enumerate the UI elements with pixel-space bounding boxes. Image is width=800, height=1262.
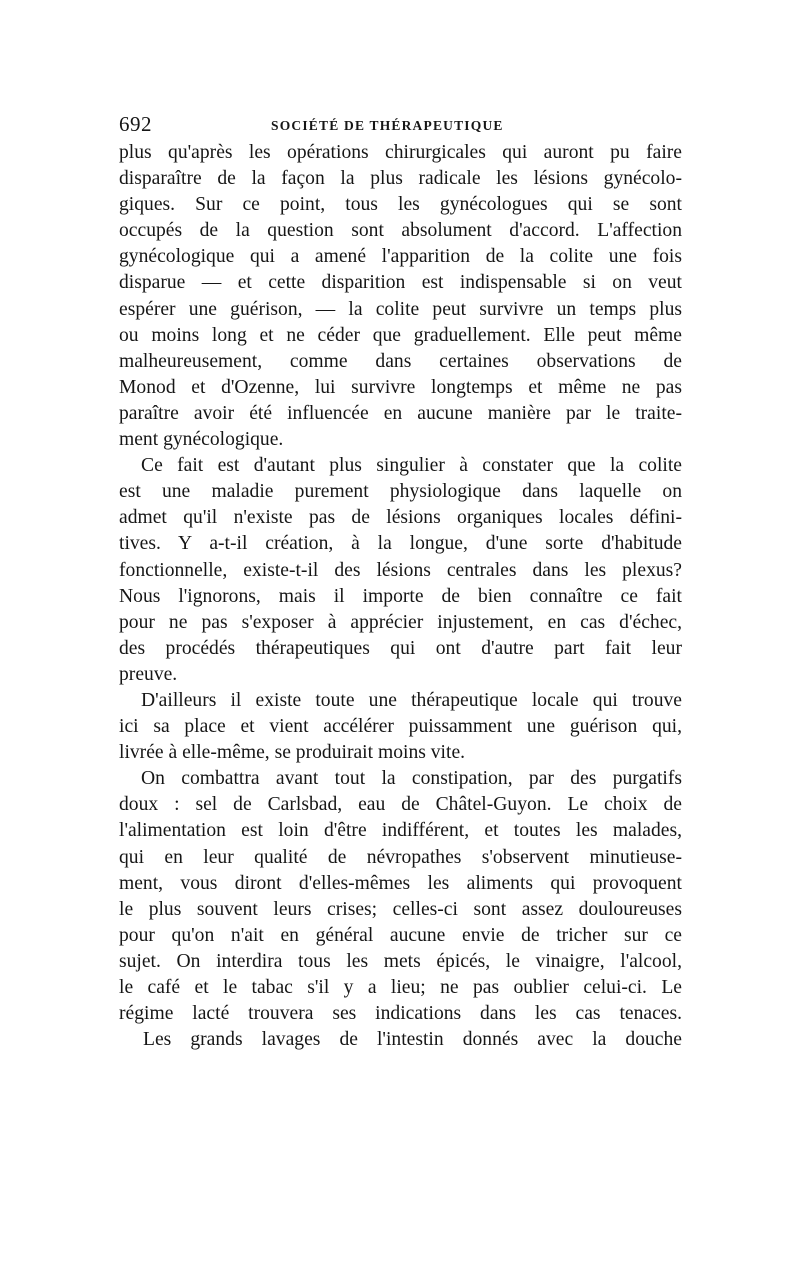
text-line: tives. Y a-t-il création, à la longue, d'une sorte d'habitude: [119, 533, 682, 555]
text-line: régime lacté trouvera ses indications dans les cas tenaces.: [119, 1003, 682, 1025]
text-line: ment gynécologique.: [119, 429, 284, 451]
paragraph: [119, 766, 682, 1027]
paragraph: [119, 140, 682, 453]
page-number: 692: [119, 112, 152, 136]
body-text: [119, 140, 682, 1053]
text-line: preuve.: [119, 663, 178, 685]
paragraph: [119, 453, 682, 688]
text-line: Les grands lavages de l'intestin donnés avec la douche: [143, 1029, 682, 1051]
text-line: l'alimentation est loin d'être indifférent, et toutes les malades,: [119, 820, 682, 842]
running-title: SOCIÉTÉ DE THÉRAPEUTIQUE: [271, 118, 504, 133]
paragraph: [119, 688, 682, 766]
text-line: sujet. On interdira tous les mets épicés, le vinaigre, l'alcool,: [119, 950, 682, 972]
text-line: est une maladie purement physiologique dans laquelle on: [119, 481, 682, 503]
text-line: qui en leur qualité de névropathes s'observent minutieuse-: [119, 846, 682, 868]
text-line: des procédés thérapeutiques qui ont d'autre part fait leur: [119, 637, 682, 659]
text-line: ici sa place et vient accélérer puissamment une guérison qui,: [119, 716, 682, 738]
text-line: admet qu'il n'existe pas de lésions organiques locales défini-: [119, 507, 682, 529]
text-line: disparaître de la façon la plus radicale les lésions gynécolo-: [119, 168, 682, 190]
text-line: On combattra avant tout la constipation, par des purgatifs: [141, 768, 682, 790]
text-line: plus qu'après les opérations chirurgicales qui auront pu faire: [119, 142, 682, 163]
paragraph: [119, 1027, 682, 1053]
book-page: [119, 110, 682, 1053]
text-line: le plus souvent leurs crises; celles-ci sont assez douloureuses: [119, 898, 682, 920]
running-head: [119, 110, 682, 140]
text-line: pour ne pas s'exposer à apprécier injustement, en cas d'échec,: [119, 611, 682, 633]
text-line: espérer une guérison, — la colite peut survivre un temps plus: [119, 298, 682, 320]
text-line: occupés de la question sont absolument d'accord. L'affection: [119, 220, 682, 242]
text-line: malheureusement, comme dans certaines observations de: [119, 350, 682, 372]
text-line: ou moins long et ne céder que graduellement. Elle peut même: [119, 324, 682, 346]
text-line: disparue — et cette disparition est indispensable si on veut: [119, 272, 682, 294]
text-line: giques. Sur ce point, tous les gynécologues qui se sont: [119, 194, 682, 216]
text-line: le café et le tabac s'il y a lieu; ne pas oublier celui-ci. Le: [119, 977, 682, 998]
text-line: pour qu'on n'ait en général aucune envie de tricher sur ce: [119, 924, 682, 946]
text-line: Monod et d'Ozenne, lui survivre longtemps et même ne pas: [119, 376, 682, 398]
text-line: gynécologique qui a amené l'apparition de la colite une fois: [119, 246, 682, 268]
text-line: doux : sel de Carlsbad, eau de Châtel-Guyon. Le choix de: [119, 794, 682, 816]
text-line: paraître avoir été influencée en aucune manière par le traite-: [119, 402, 682, 424]
text-line: D'ailleurs il existe toute une thérapeutique locale qui trouve: [141, 689, 682, 711]
text-line: livrée à elle-même, se produirait moins vite.: [119, 742, 466, 764]
text-line: Ce fait est d'autant plus singulier à constater que la colite: [141, 455, 682, 477]
text-line: ment, vous diront d'elles-mêmes les aliments qui provoquent: [119, 872, 682, 894]
text-line: fonctionnelle, existe-t-il des lésions centrales dans les plexus?: [119, 559, 682, 581]
text-line: Nous l'ignorons, mais il importe de bien connaître ce fait: [119, 585, 682, 607]
